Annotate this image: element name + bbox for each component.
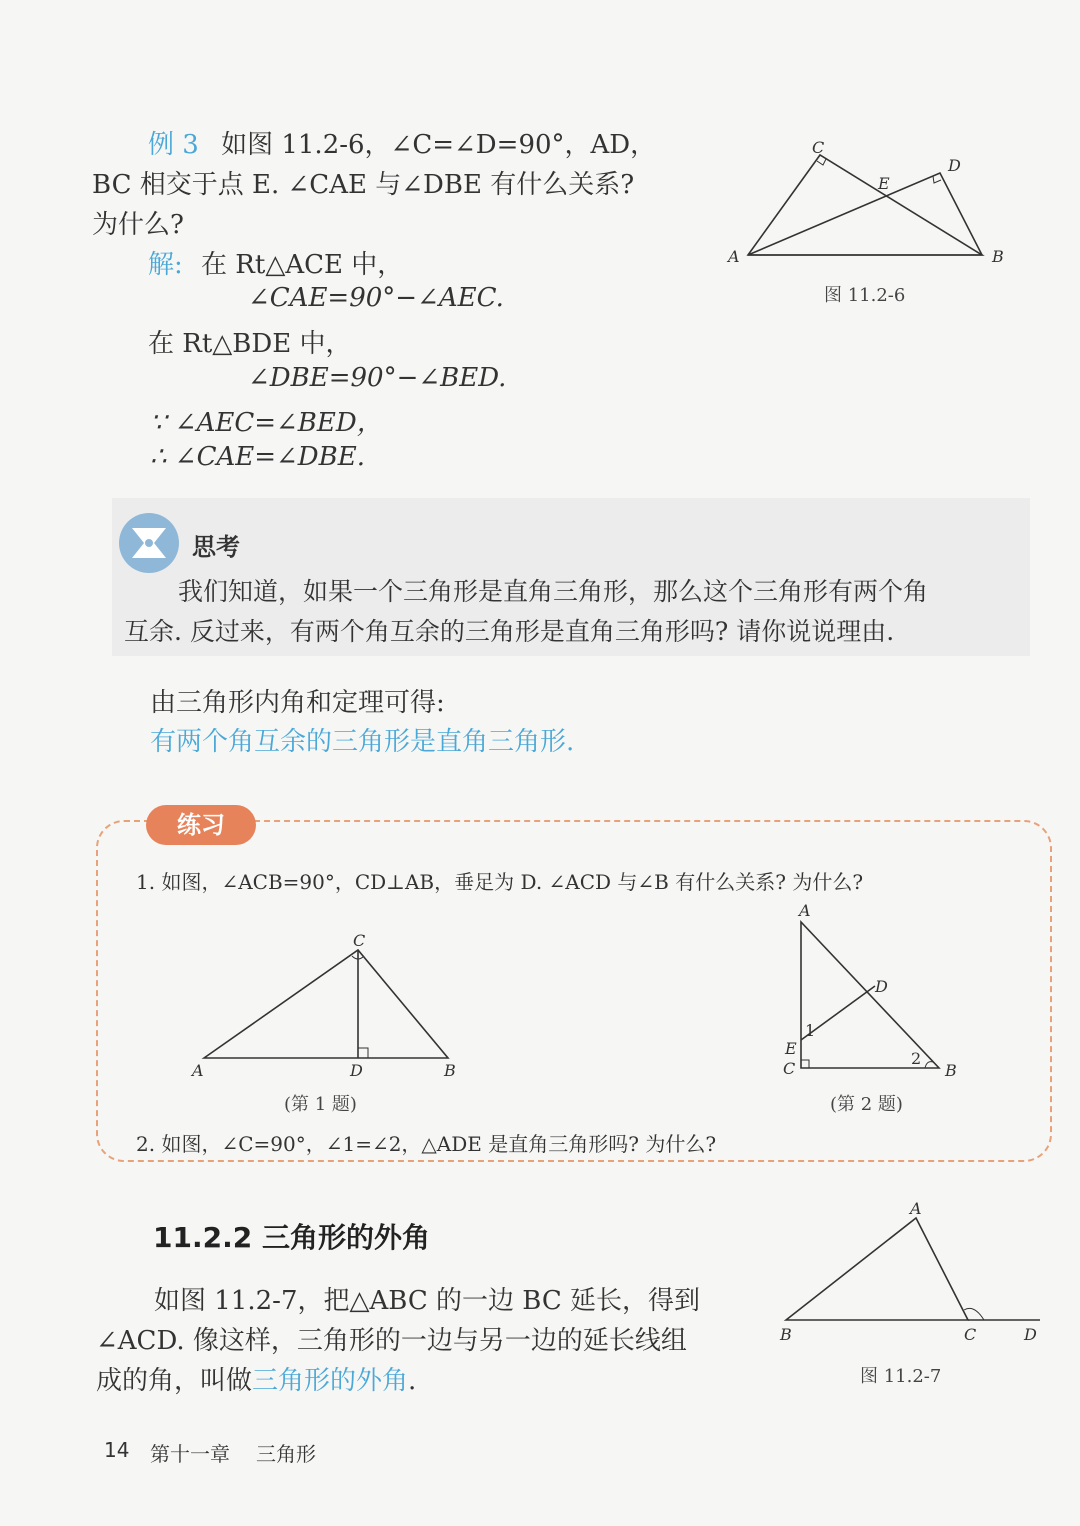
- solution-text-3: 在 Rt△BDE 中，: [148, 329, 352, 359]
- conclusion-theorem: 有两个角互余的三角形是直角三角形.: [150, 727, 575, 757]
- solution-text-5: ∵ ∠AEC=∠BED，: [150, 408, 383, 438]
- ex2-label-d: D: [875, 977, 888, 996]
- ex1-label-c: C: [353, 931, 366, 950]
- fig7-label-d: D: [1024, 1325, 1037, 1344]
- fig6-label-e: E: [878, 174, 890, 193]
- ex2-label-1: 1: [805, 1021, 816, 1040]
- ex1-label-d: D: [350, 1061, 363, 1080]
- think-paragraph-1: 我们知道，如果一个三角形是直角三角形，那么这个三角形有两个角: [178, 577, 929, 606]
- fig7-label-c: C: [964, 1325, 977, 1344]
- fig6-label-a: A: [728, 247, 740, 266]
- example-line-1: [148, 124, 656, 161]
- solution-text-1: 在 Rt△ACE 中，: [201, 250, 404, 280]
- fig7-label-b: B: [780, 1325, 792, 1344]
- think-icon: [118, 512, 180, 574]
- figure-11-2-6-caption: 图 11.2-6: [824, 285, 906, 306]
- exercise-figure-1-caption: (第 1 题): [284, 1094, 357, 1115]
- ex2-label-a: A: [799, 901, 811, 920]
- ex2-label-2: 2: [911, 1049, 922, 1068]
- example-label: 例 3: [148, 130, 199, 160]
- exercise-figure-1: [190, 930, 470, 1080]
- think-paragraph-2: 互余. 反过来，有两个角互余的三角形是直角三角形吗? 请你说说理由.: [124, 617, 895, 646]
- think-title: 思考: [192, 533, 240, 561]
- exercise-question-1: 1. 如图，∠ACB=90°，CD⊥AB，垂足为 D. ∠ACD 与∠B 有什么关系? 为什么?: [136, 870, 864, 894]
- chapter-number: 第十一章: [150, 1442, 230, 1466]
- section-title: 11.2.2 三角形的外角: [153, 1221, 430, 1254]
- ex2-label-e: E: [785, 1039, 797, 1058]
- section-paragraph-3: [96, 1360, 416, 1397]
- example-question-1: 如图 11.2-6，∠C=∠D=90°，AD，: [221, 130, 657, 160]
- page-number: 14: [104, 1438, 130, 1462]
- exterior-angle-term: 三角形的外角: [252, 1366, 409, 1396]
- figure-11-2-7-caption: 图 11.2-7: [860, 1366, 942, 1387]
- conclusion-line-1: 由三角形内角和定理可得:: [150, 688, 445, 718]
- figure-11-2-7: [772, 1198, 1052, 1348]
- fig6-label-c: C: [812, 138, 825, 157]
- exercise-figure-2-caption: (第 2 题): [830, 1094, 903, 1115]
- solution-text-2: ∠CAE=90°−∠AEC.: [248, 283, 504, 313]
- solution-text-4: ∠DBE=90°−∠BED.: [248, 363, 507, 393]
- chapter-title: 三角形: [256, 1442, 316, 1466]
- fig6-label-d: D: [948, 156, 961, 175]
- solution-label: 解:: [148, 250, 183, 280]
- ex2-label-c: C: [783, 1059, 796, 1078]
- section-p3-prefix: 成的角，叫做: [96, 1366, 253, 1396]
- section-paragraph-1: 如图 11.2-7，把△ABC 的一边 BC 延长，得到: [154, 1286, 701, 1316]
- ex1-label-a: A: [192, 1061, 204, 1080]
- example-question-3: 为什么?: [92, 210, 184, 240]
- ex2-label-b: B: [945, 1061, 957, 1080]
- ex1-label-b: B: [444, 1061, 456, 1080]
- exercise-tag: 练习: [146, 805, 256, 845]
- section-p3-suffix: .: [408, 1366, 417, 1396]
- exercise-figure-2: [775, 900, 975, 1085]
- figure-11-2-6: [720, 135, 1040, 275]
- fig6-label-b: B: [992, 247, 1004, 266]
- solution-text-6: ∴ ∠CAE=∠DBE.: [150, 442, 366, 472]
- example-question-2: BC 相交于点 E. ∠CAE 与∠DBE 有什么关系?: [92, 170, 635, 200]
- fig7-label-a: A: [910, 1199, 922, 1218]
- solution-line-1: [148, 244, 403, 281]
- section-paragraph-2: ∠ACD. 像这样，三角形的一边与另一边的延长线组: [96, 1326, 687, 1356]
- exercise-question-2: 2. 如图，∠C=90°，∠1=∠2，△ADE 是直角三角形吗? 为什么?: [136, 1132, 717, 1156]
